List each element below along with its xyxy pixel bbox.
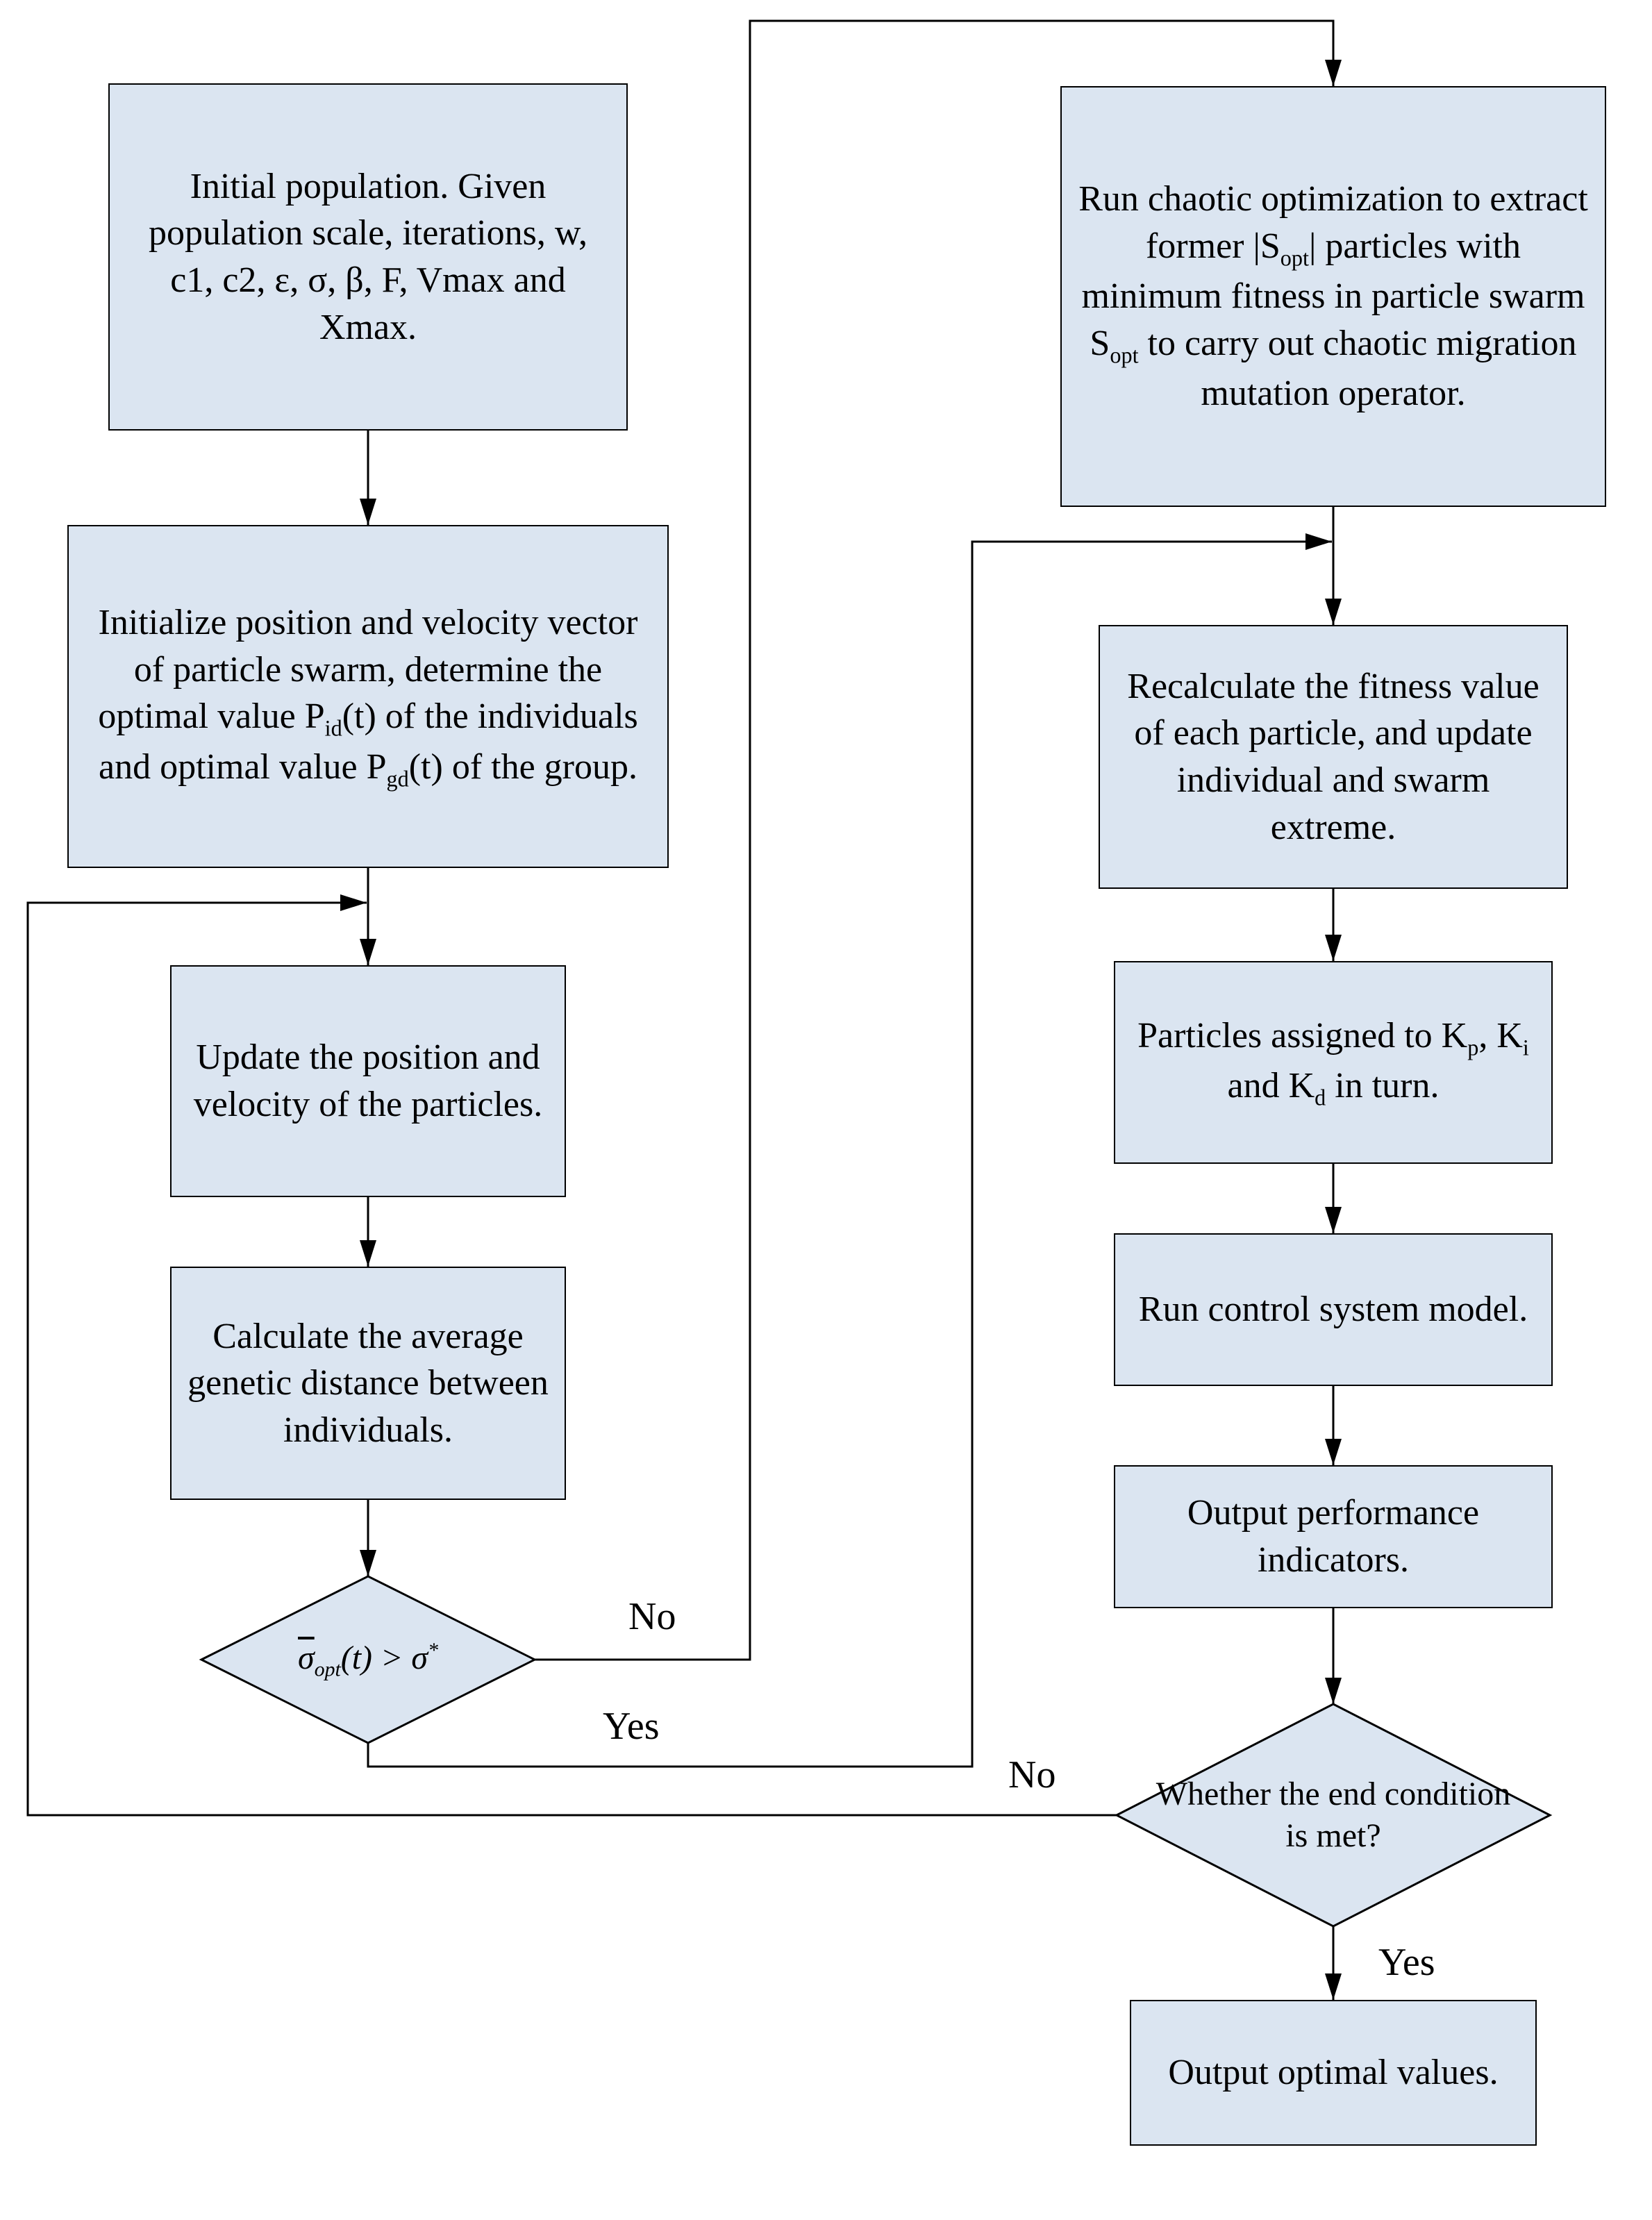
node-recalculate-fitness-text: Recalculate the fitness value of each particle, and update individual and swarm extreme.	[1127, 666, 1540, 847]
node-update-particles-text: Update the position and velocity of the particles.	[193, 1037, 543, 1124]
end-condition-question: Whether the end condition is met?	[1155, 1776, 1511, 1854]
diamond-end-condition-text	[1153, 1767, 1514, 1864]
node-run-control-model-text: Run control system model.	[1138, 1290, 1528, 1330]
label-sigma-yes: Yes	[603, 1705, 660, 1748]
node-calculate-distance-text: Calculate the average genetic distance between individuals.	[187, 1316, 549, 1450]
label-end-no: No	[1008, 1753, 1056, 1796]
label-end-yes: Yes	[1378, 1941, 1435, 1984]
node-output-indicators	[1114, 1465, 1553, 1608]
node-initial-population	[108, 83, 628, 431]
node-output-optimal	[1130, 2000, 1537, 2146]
node-particles-assigned-text: Particles assigned to $K_p$, $K_i$ and $K_d$ in turn.	[1137, 1015, 1529, 1110]
sigma-condition-expression: $\overline{\sigma}_{opt}(t) > \sigma^*$	[298, 1638, 438, 1681]
node-run-control-model	[1114, 1233, 1553, 1386]
diamond-sigma-condition-text	[208, 1614, 528, 1705]
node-recalculate-fitness	[1099, 625, 1568, 889]
node-initial-population-text: Initial population. Given population scale, iterations, w, c1, c2, ε, σ, β, F, Vmax and Xmax.	[148, 166, 588, 347]
node-chaotic-optimization	[1060, 86, 1606, 507]
node-initialize-swarm-text: Initialize position and velocity vector of particle swarm, determine the optimal value $P_{id}(t)$ of the individuals and optimal value $P_{gd}(t)$ of the group.	[98, 603, 638, 791]
node-update-particles	[170, 965, 566, 1197]
node-chaotic-optimization-text: Run chaotic optimization to extract former $|S_{opt}|$ particles with minimum fitness in particle swarm $S_{opt}$ to carry out chaotic migration mutation operator.	[1078, 179, 1588, 414]
label-sigma-no: No	[628, 1595, 676, 1638]
node-output-indicators-text: Output performance indicators.	[1187, 1493, 1480, 1580]
node-output-optimal-text: Output optimal values.	[1168, 2053, 1499, 2093]
node-particles-assigned	[1114, 961, 1553, 1164]
node-initialize-swarm	[67, 525, 669, 868]
node-calculate-distance	[170, 1267, 566, 1500]
